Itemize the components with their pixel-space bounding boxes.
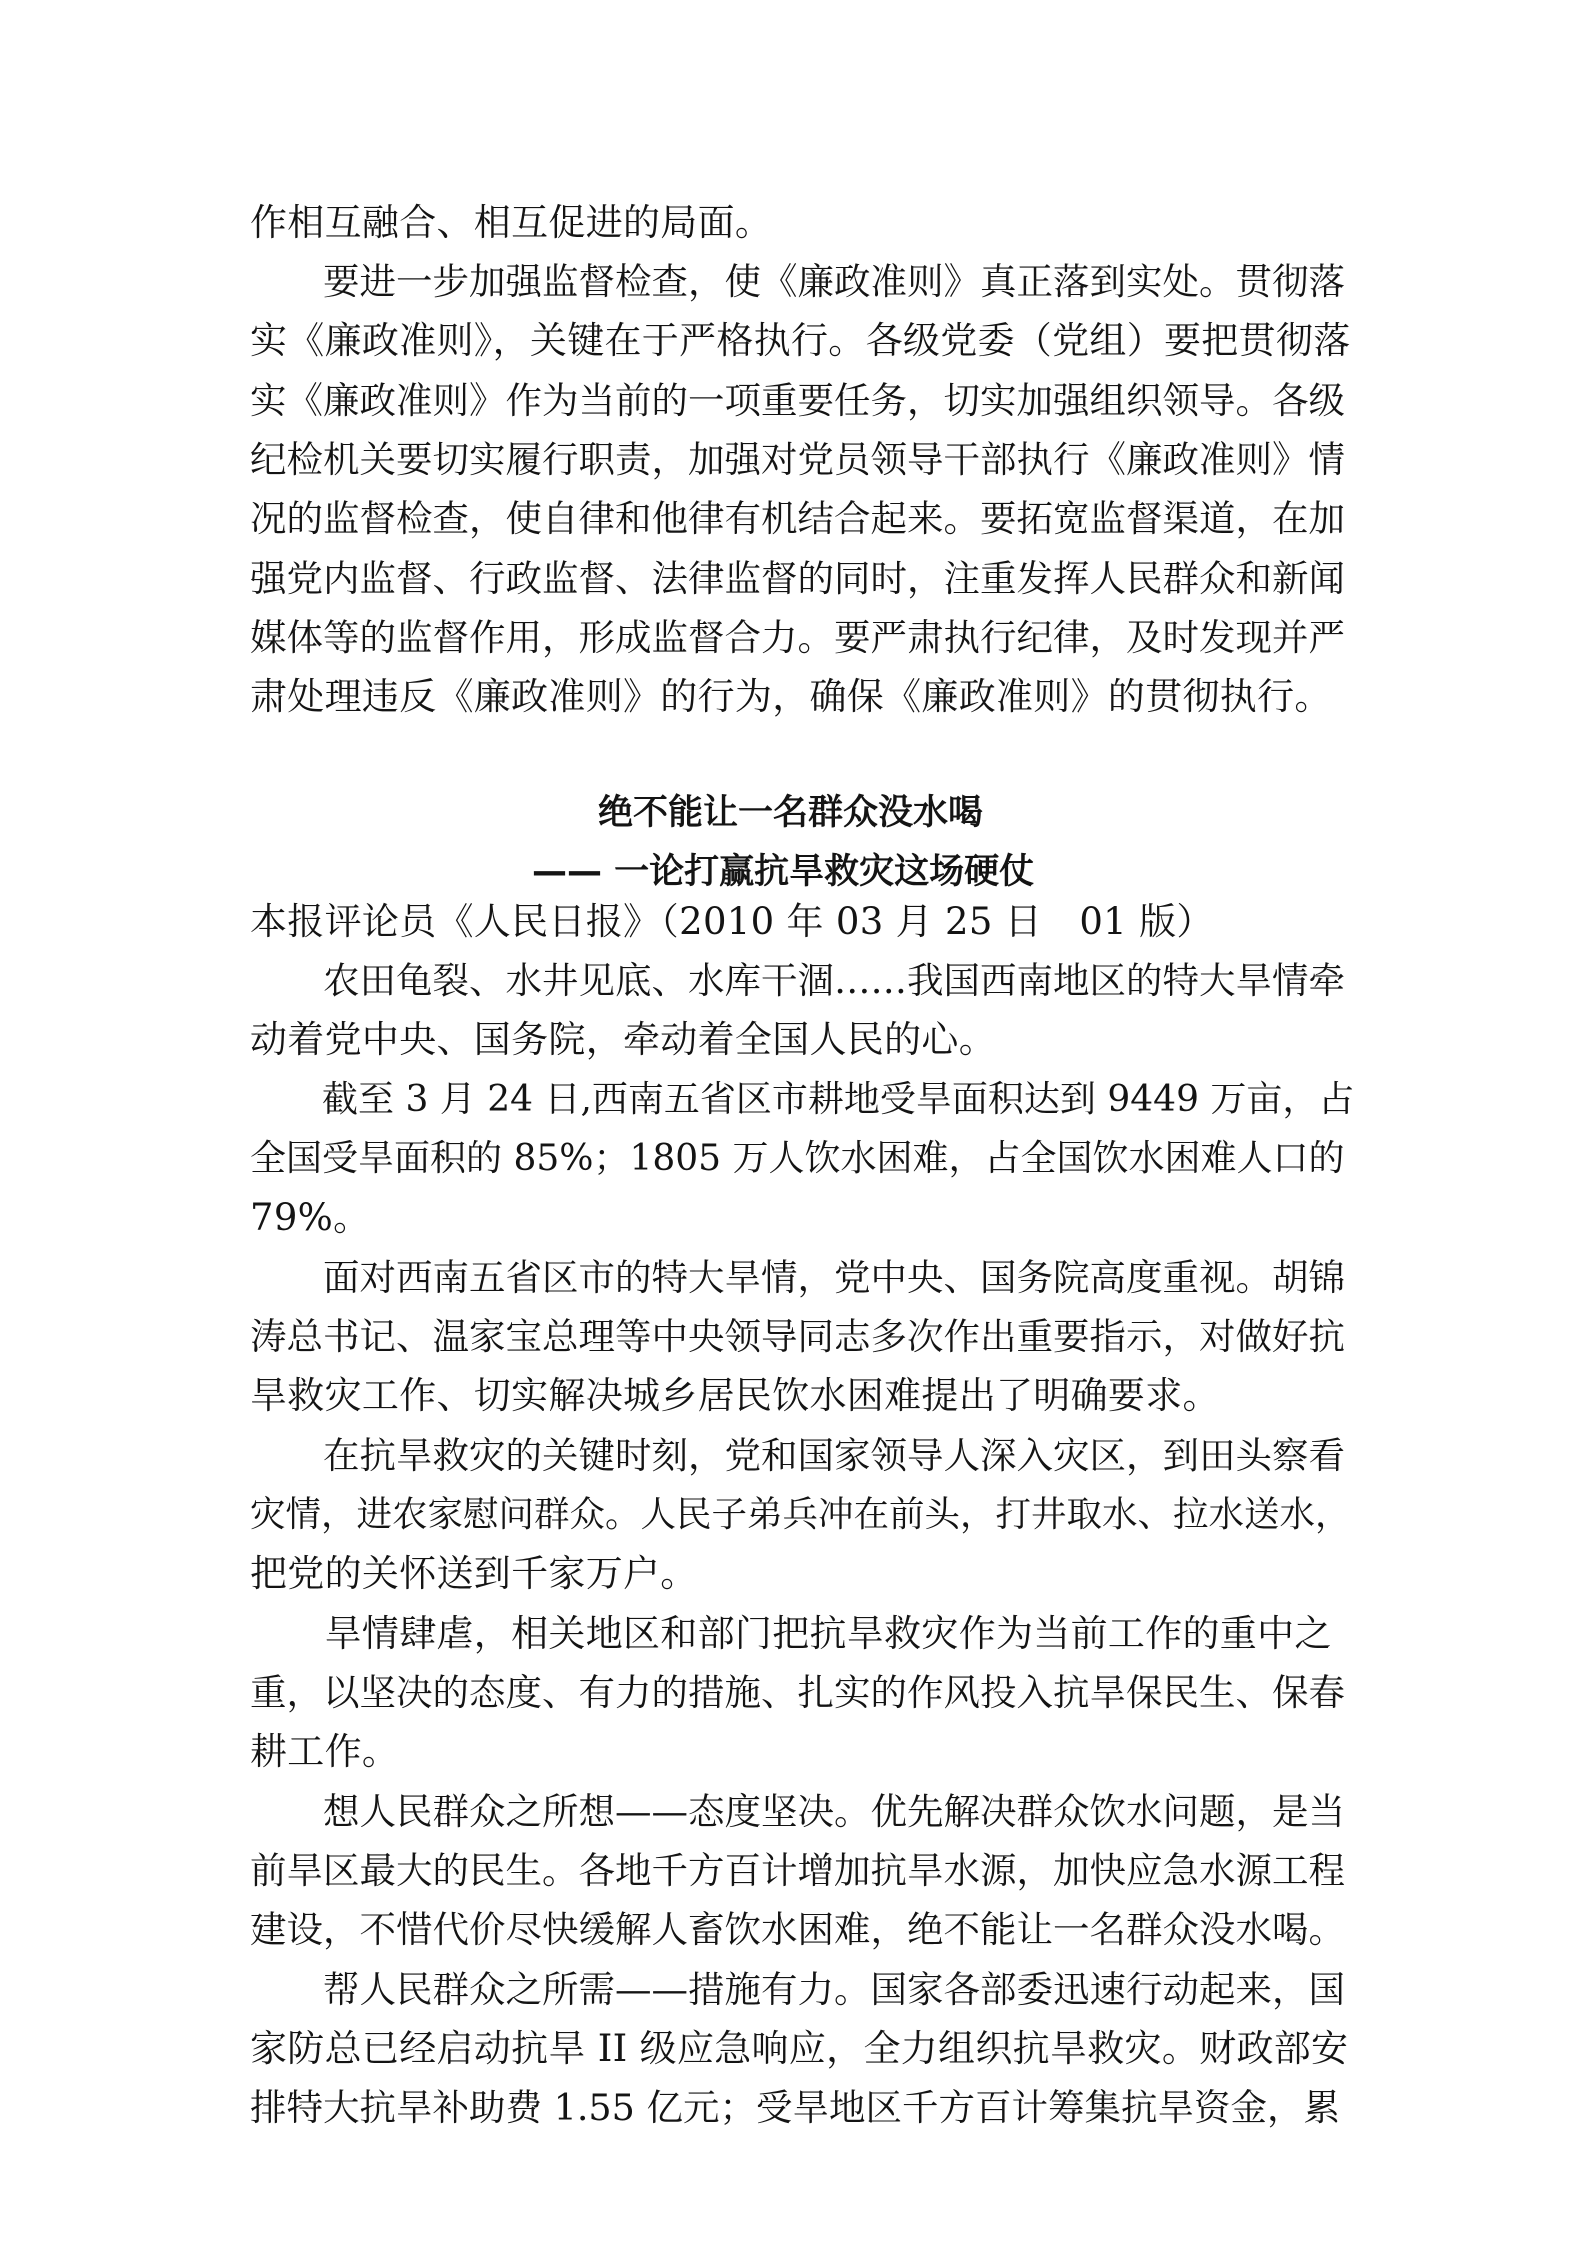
text-line: 旱情肆虐，相关地区和部门把抗旱救灾作为当前工作的重中之	[250, 1612, 1332, 1655]
text-line: 耕工作。	[250, 1730, 400, 1773]
article-source: 本报评论员《人民日报》（2010 年 03 月 25 日 01 版）	[250, 900, 1214, 943]
text-line: 实《廉政准则》，关键在于严格执行。各级党委（党组）要把贯彻落	[250, 319, 1351, 362]
text-line: 强党内监督、行政监督、法律监督的同时，注重发挥人民群众和新闻	[250, 557, 1345, 600]
text-line: 旱救灾工作、切实解决城乡居民饮水困难提出了明确要求。	[250, 1374, 1220, 1417]
article-title: 绝不能让一名群众没水喝	[598, 793, 984, 833]
text-line: 媒体等的监督作用，形成监督合力。要严肃执行纪律，及时发现并严	[250, 616, 1345, 659]
text-line: 想人民群众之所想——态度坚决。优先解决群众饮水问题，是当	[250, 1790, 1345, 1833]
text-line: 前旱区最大的民生。各地千方百计增加抗旱水源，加快应急水源工程	[250, 1849, 1345, 1892]
text-line: 涛总书记、温家宝总理等中央领导同志多次作出重要指示，对做好抗	[250, 1315, 1345, 1358]
text-line: 79%。	[250, 1196, 371, 1239]
text-line: 家防总已经启动抗旱 II 级应急响应，全力组织抗旱救灾。财政部安	[250, 2027, 1349, 2070]
text-line: 作相互融合、相互促进的局面。	[250, 201, 773, 244]
text-line: 肃处理违反《廉政准则》的行为，确保《廉政准则》的贯彻执行。	[250, 675, 1332, 718]
text-line: 排特大抗旱补助费 1.55 亿元；受旱地区千方百计筹集抗旱资金，累	[250, 2086, 1340, 2129]
text-line: 况的监督检查，使自律和他律有机结合起来。要拓宽监督渠道，在加	[250, 497, 1345, 540]
text-line: 重，以坚决的态度、有力的措施、扎实的作风投入抗旱保民生、保春	[250, 1671, 1345, 1714]
text-line: 纪检机关要切实履行职责，加强对党员领导干部执行《廉政准则》情	[250, 438, 1345, 481]
article-subtitle: —— 一论打赢抗旱救灾这场硬仗	[532, 852, 1035, 892]
text-line: 帮人民群众之所需——措施有力。国家各部委迅速行动起来，国	[250, 1968, 1345, 2011]
text-line: 农田龟裂、水井见底、水库干涸……我国西南地区的特大旱情牵	[250, 959, 1345, 1002]
text-line: 实《廉政准则》作为当前的一项重要任务，切实加强组织领导。各级	[250, 379, 1345, 422]
text-line: 截至 3 月 24 日,西南五省区市耕地受旱面积达到 9449 万亩，占	[250, 1079, 1355, 1120]
text-line: 动着党中央、国务院，牵动着全国人民的心。	[250, 1018, 996, 1061]
text-line: 建设，不惜代价尽快缓解人畜饮水困难，绝不能让一名群众没水喝。	[250, 1908, 1345, 1951]
text-line: 灾情，进农家慰问群众。人民子弟兵冲在前头，打井取水、拉水送水，	[250, 1494, 1351, 1535]
text-line: 面对西南五省区市的特大旱情，党中央、国务院高度重视。胡锦	[250, 1256, 1345, 1299]
text-line: 在抗旱救灾的关键时刻，党和国家领导人深入灾区，到田头察看	[250, 1434, 1345, 1477]
text-line: 全国受旱面积的 85%；1805 万人饮水困难，占全国饮水困难人口的	[250, 1138, 1345, 1179]
text-line: 把党的关怀送到千家万户。	[250, 1552, 698, 1595]
text-line: 要进一步加强监督检查，使《廉政准则》真正落到实处。贯彻落	[250, 260, 1345, 303]
